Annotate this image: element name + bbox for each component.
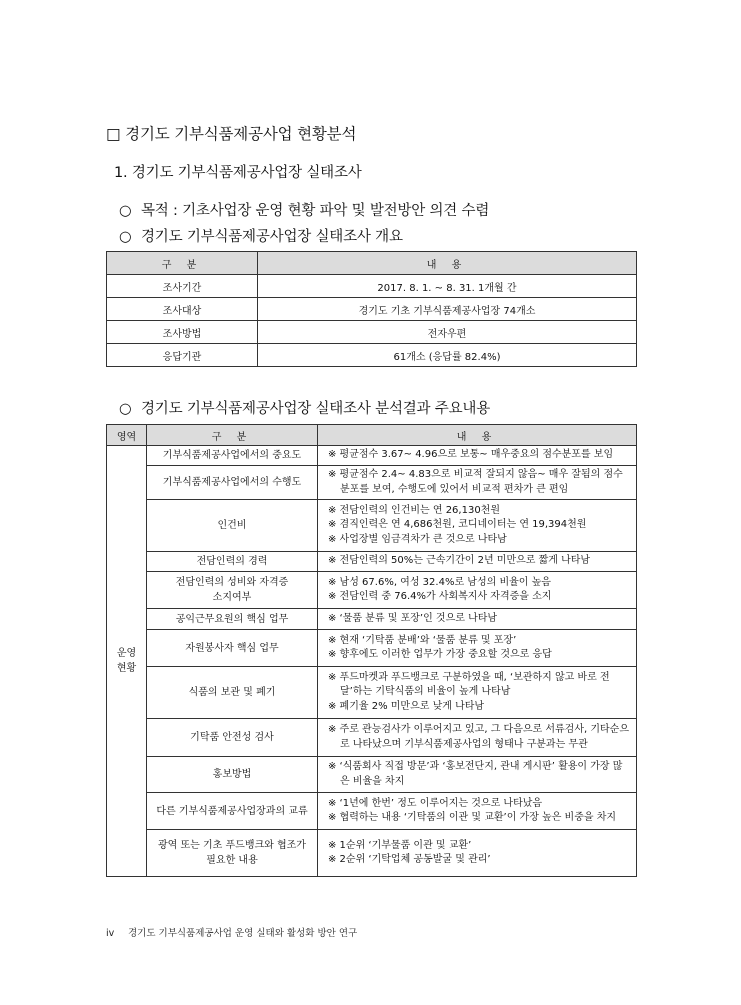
content-line: ※ 사업장별 임금격차가 큰 것으로 나타남 [328,533,507,545]
content-line: ※ 평균점수 3.67~ 4.96으로 보통~ 매우중요의 점수분포를 보임 [328,449,614,461]
category-label: 필요한 내용 [206,855,258,866]
bullet-overview [119,225,403,246]
bullet-overview-text: 경기도 기부식품제공사업장 실태조사 개요 [141,229,403,245]
results-content-cell [318,466,637,500]
content-line: ※ 푸드마켓과 푸드뱅크로 구분하였을 때, ‘보관하지 않고 바로 전달’하는 기탁식품의 비율이 높게 나타남 [328,671,610,698]
bullet-purpose-text: 목적 : 기초사업장 운영 현황 파악 및 발전방안 의견 수렴 [141,203,490,219]
category-label: 공익근무요원의 핵심 업무 [175,613,289,625]
content-line: ※ 겸직인력은 연 4,686천원, 코디네이터는 연 19,394천원 [328,519,587,531]
circle-bullet-icon: ○ [119,203,132,219]
results-content-cell [318,572,637,609]
bullet-results [119,397,490,418]
results-content-cell [318,793,637,830]
overview-cell-label: 응답기관 [107,344,258,367]
results-content-cell [318,757,637,793]
content-line: ※ 전담인력의 50%는 근속기간이 2년 미만으로 짧게 나타남 [328,555,591,567]
section-title: □ 경기도 기부식품제공사업 현황분석 [106,125,357,143]
content-line: ※ 전담인력 중 76.4%가 사회복지사 자격증을 소지 [328,591,552,602]
results-content-cell [318,609,637,630]
area-label: 운영 [116,648,137,659]
circle-bullet-icon: ○ [119,229,132,245]
area-label: 현황 [116,663,137,674]
results-category-cell [147,667,318,719]
results-category-cell [147,719,318,757]
results-category-cell [147,793,318,830]
category-label: 자원봉사자 핵심 업무 [185,642,279,654]
category-label: 광역 또는 기초 푸드뱅크와 협조가 [158,840,306,851]
bullet-purpose [119,199,489,220]
table-row [107,667,637,719]
results-content-cell [318,830,637,877]
content-line: ※ ‘물품 분류 및 포장’인 것으로 나타남 [328,612,498,624]
page-footer [106,925,357,939]
table-row [107,466,637,500]
table-row [107,552,637,572]
results-content-cell [318,667,637,719]
category-label: 식품의 보관 및 폐기 [188,687,276,698]
results-content-cell [318,630,637,667]
overview-cell-value: 전자우편 [258,321,637,344]
overview-cell-value: 경기도 기초 기부식품제공사업장 74개소 [258,298,637,321]
content-line: ※ 폐기율 2% 미만으로 낮게 나타남 [328,700,485,712]
results-category-cell [147,446,318,466]
overview-cell-label: 조사기간 [107,275,258,298]
table-row [107,793,637,830]
content-line: ※ 주로 관능검사가 이루어지고 있고, 그 다음으로 서류검사, 기타순으로 나타났으며 기부식품제공사업의 형태나 구분과는 무관 [328,724,629,750]
table-row [107,572,637,609]
content-line: ※ 향후에도 이러한 업무가 가장 중요할 것으로 응답 [328,649,552,660]
content-line: ※ ‘식품회사 직접 방문’과 ‘홍보전단지, 관내 게시판’ 활용이 가장 많은 비율을 차지 [328,761,623,787]
results-content-cell [318,719,637,757]
results-category-cell [147,466,318,500]
survey-overview-table [106,251,637,367]
table-row [107,630,637,667]
page-number: iv [106,928,115,939]
table-row [107,446,637,466]
overview-header-content: 내 용 [258,252,637,275]
table-row [107,275,637,298]
results-header-content: 내 용 [318,425,637,446]
survey-results-table [106,424,637,877]
results-content-cell [318,446,637,466]
results-content-cell [318,500,637,552]
results-area-cell [107,446,147,877]
table-row [107,298,637,321]
overview-cell-label: 조사대상 [107,298,258,321]
content-line: ※ 평균점수 2.4~ 4.83으로 비교적 잘되지 않음~ 매우 잘됨의 점수분포를 보여, 수행도에 있어서 비교적 편차가 큰 편임 [328,469,623,495]
overview-cell-value: 2017. 8. 1. ~ 8. 31. 1개월 간 [258,275,637,298]
results-category-cell [147,552,318,572]
results-content-cell [318,552,637,572]
table-row [107,609,637,630]
results-category-cell [147,500,318,552]
content-line: ※ 전담인력의 인건비는 연 26,130천원 [328,504,501,516]
content-line: ※ 남성 67.6%, 여성 32.4%로 남성의 비율이 높음 [328,576,551,588]
results-category-cell [147,830,318,877]
results-header-category: 구 분 [147,425,318,446]
results-header-area: 영역 [107,425,147,446]
bullet-results-text: 경기도 기부식품제공사업장 실태조사 분석결과 주요내용 [141,401,491,417]
overview-cell-value: 61개소 (응답률 82.4%) [258,344,637,367]
circle-bullet-icon: ○ [119,401,132,417]
content-line: ※ 협력하는 내용 ‘기탁품의 이관 및 교환’이 가장 높은 비중을 차지 [328,812,617,823]
table-row [107,321,637,344]
category-label: 기탁품 안전성 검사 [190,732,274,743]
category-label: 기부식품제공사업에서의 수행도 [162,477,302,488]
category-label: 인건비 [217,520,247,531]
results-category-cell [147,609,318,630]
results-category-cell [147,572,318,609]
subsection-title: 1. 경기도 기부식품제공사업장 실태조사 [114,165,362,181]
category-label: 전담인력의 성비와 자격증 [175,577,289,588]
overview-cell-label: 조사방법 [107,321,258,344]
table-row [107,830,637,877]
content-line: ※ 2순위 ‘기탁업체 공동발굴 및 관리’ [328,854,491,865]
category-label: 소지여부 [212,592,252,603]
table-row [107,719,637,757]
content-line: ※ ‘1년에 한번’ 정도 이루어지는 것으로 나타났음 [328,797,543,809]
results-category-cell [147,757,318,793]
content-line: ※ 현재 ‘기탁품 분배’와 ‘물품 분류 및 포장’ [328,634,517,646]
table-row [107,500,637,552]
running-title: 경기도 기부식품제공사업 운영 실태와 활성화 방안 연구 [128,928,358,939]
category-label: 다른 기부식품제공사업장과의 교류 [156,805,308,817]
content-line: ※ 1순위 ‘기부물품 이관 및 교환’ [328,839,472,851]
table-row [107,757,637,793]
results-category-cell [147,630,318,667]
table-row [107,344,637,367]
category-label: 전담인력의 경력 [196,556,268,567]
category-label: 홍보방법 [212,769,252,780]
overview-header-category: 구 분 [107,252,258,275]
category-label: 기부식품제공사업에서의 중요도 [162,450,302,461]
